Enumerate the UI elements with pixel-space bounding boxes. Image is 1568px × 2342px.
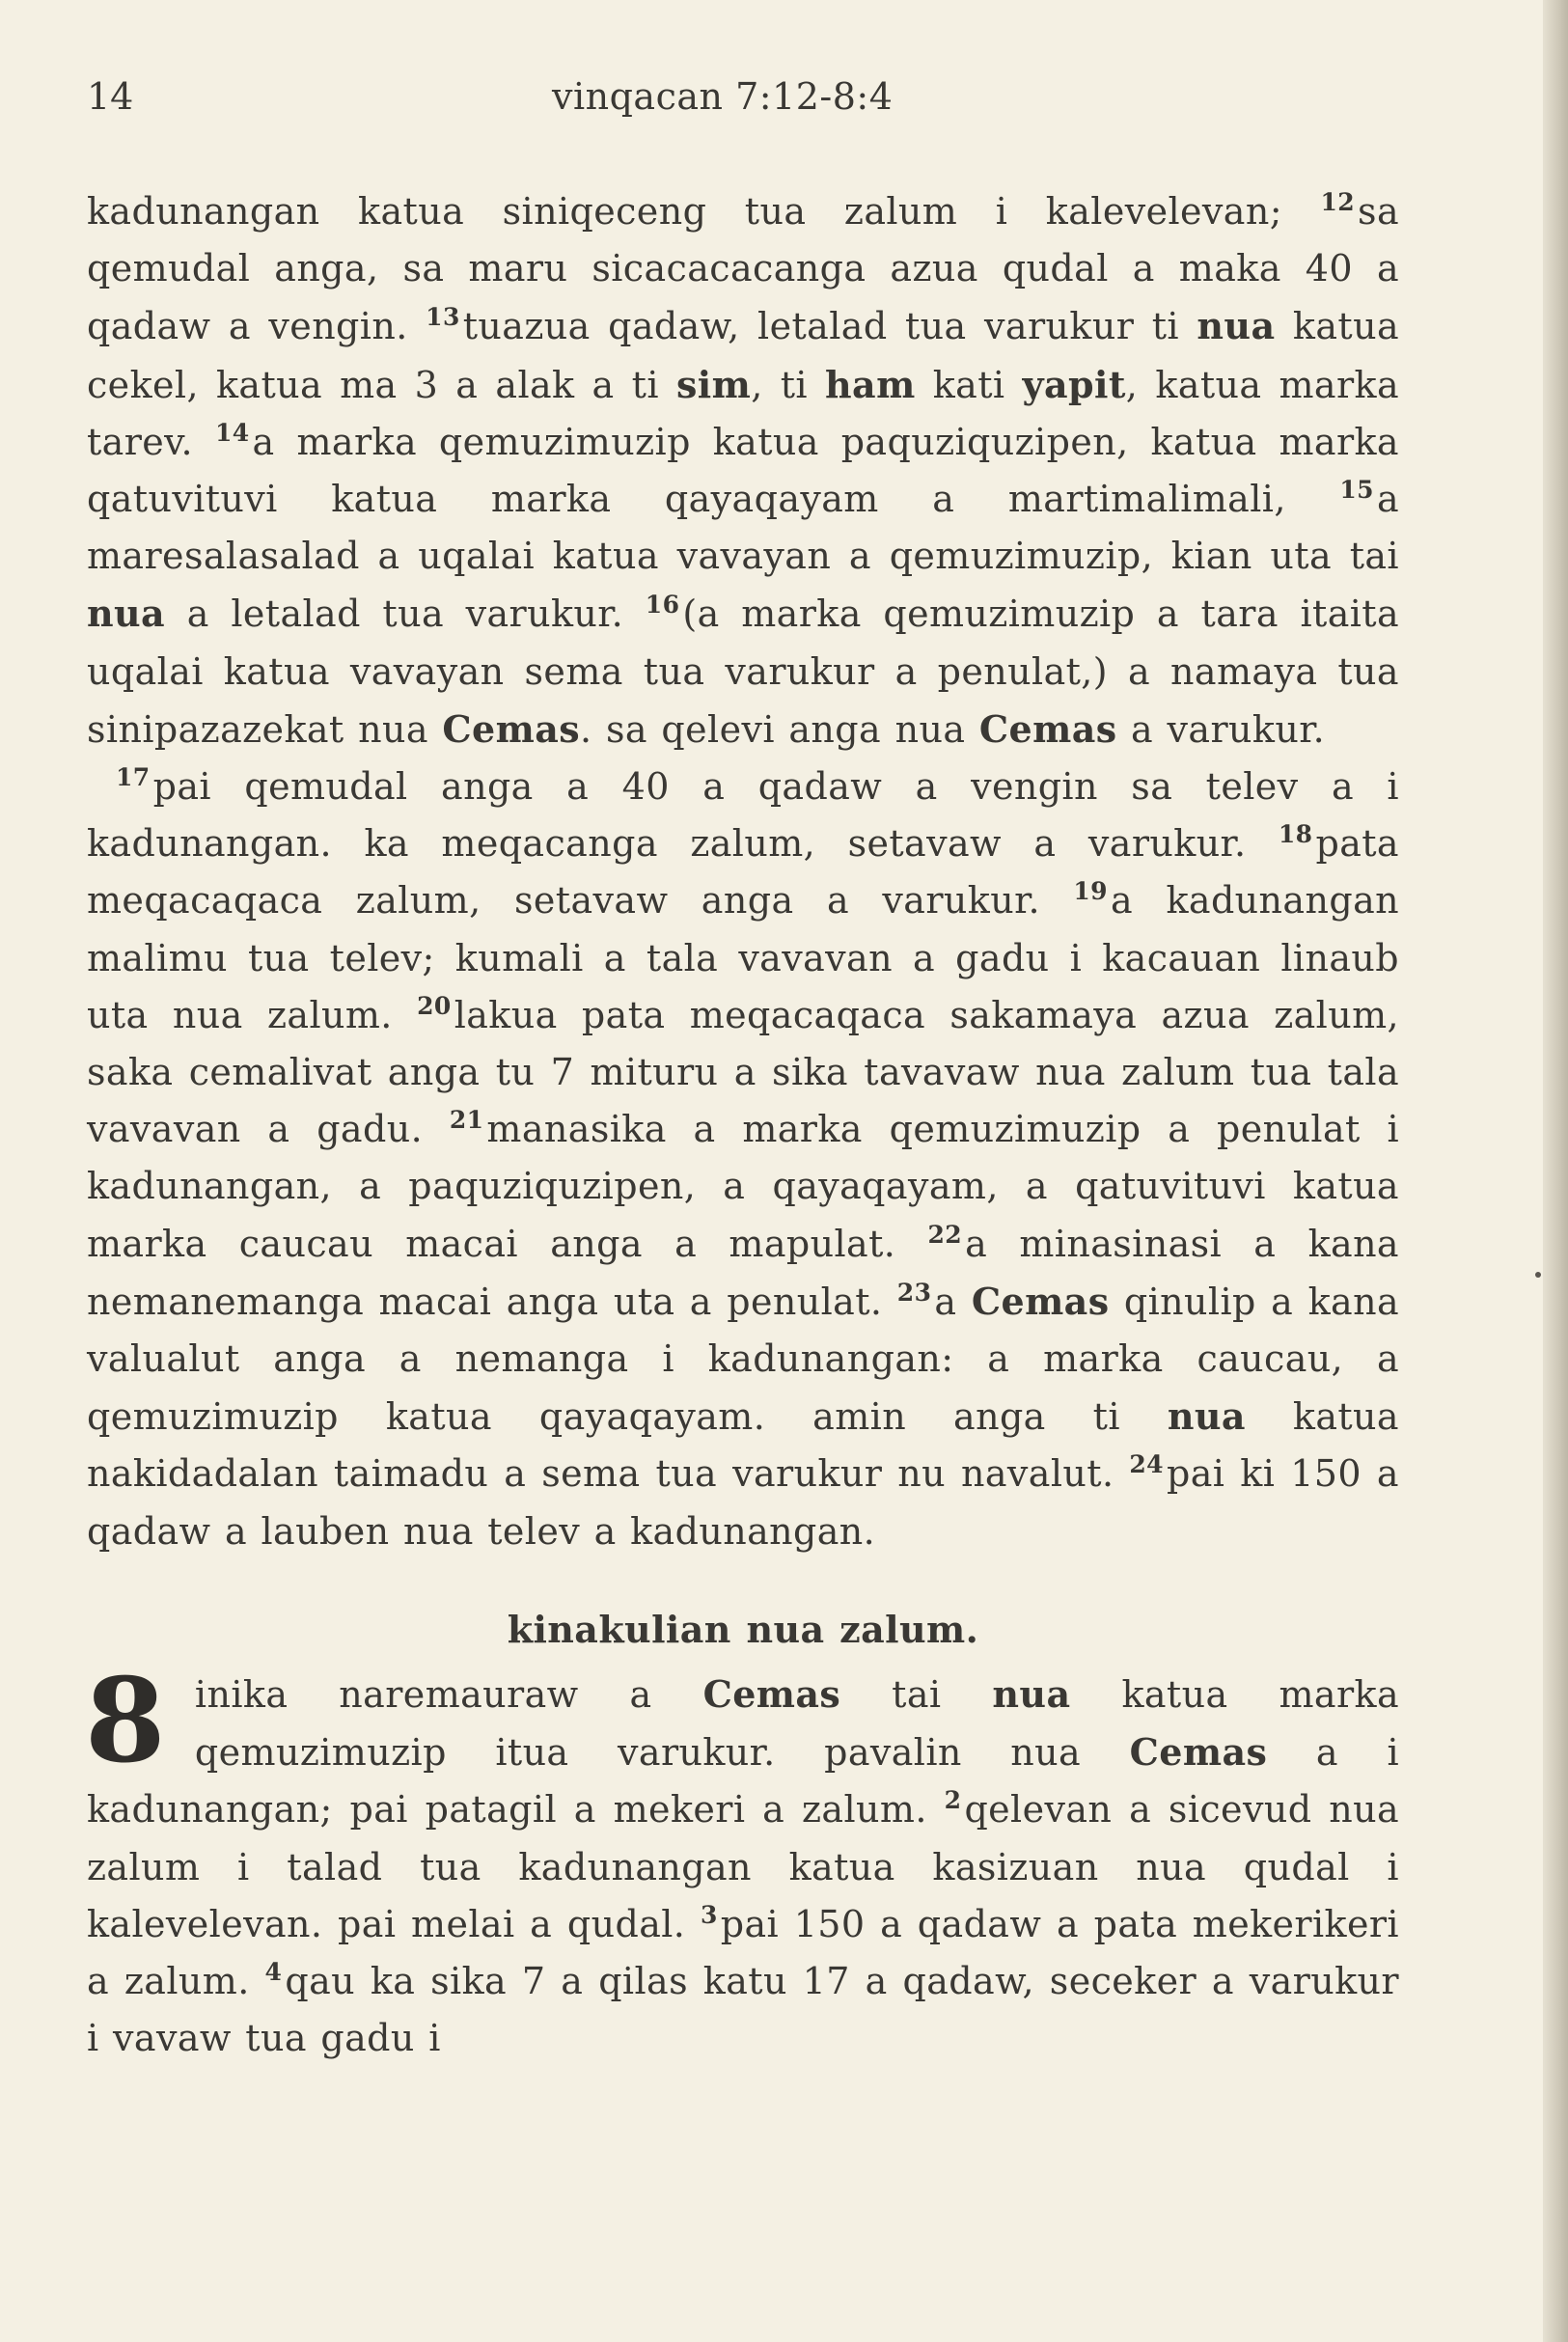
body-text: [87, 183, 1399, 2068]
verse-number: 19: [1073, 877, 1108, 906]
verse-number: 14: [214, 418, 250, 447]
bold-term: Cemas: [1129, 1730, 1268, 1775]
bold-term: sim: [675, 362, 752, 406]
verse-number: 13: [426, 303, 460, 332]
paragraph-chapter-8: 8 inika naremauraw a Cemas tai nua katua marka qemuzimuzip itua varukur. pavalin nua Cemas a i kadunangan; pai patagil a mekeri a zalum. $^2$qelevan a sicevud nua zalum i talad tua kadunangan katua kasizuan nua qudal i kalevelevan. pai melai a qudal. $^3$pai 150 a qadaw a pata mekerikeri a zalum. $^4$qau ka sika 7 a qilas katu 17 a qadaw, seceker a varukur i vavaw tua gadu i: [85, 1653, 1400, 2060]
paragraph-verses-7-17-24: $^{17}$pai qemudal anga a 40 a qadaw a vengin sa telev a i kadunangan. ka meqacanga zalum, setavaw a varukur. $^{18}$pata meqacaqaca zalum, setavaw anga a varukur. $^{19}$a kadunangan malimu tua telev; kumali a tala vavavan a gadu i kacauan linaub uta nua zalum. $^{20}$lakua pata meqacaqaca sakamaya azua zalum, saka cemalivat anga tu 7 mituru a sika tavavaw nua zalum tua tala vavavan a gadu. $^{21}$manasika a marka qemuzimuzip a penulat i kadunangan, a paquziquzipen, a qayaqayam, a qatuvituvi katua marka caucau macai anga a mapulat. $^{22}$a minasinasi a kana nemanemanga macai anga uta a penulat. $^{23}$a Cemas qinulip a kana valualut anga a nemanga i kadunangan: a marka caucau, a qemuzimuzip katua qayaqayam. amin anga ti nua katua nakidadalan taimadu a sema tua varukur nu navalut. $^{24}$pai ki 150 a qadaw a lauben nua telev a kadunangan.: [87, 763, 1400, 1553]
bold-term: Cemas: [702, 1672, 841, 1717]
chapter-number: 8: [85, 1653, 166, 1790]
page-header: [87, 68, 1418, 125]
dust-speck: [1535, 1272, 1541, 1278]
verse-number: 16: [645, 591, 680, 620]
verse-number: 23: [896, 1278, 932, 1307]
bold-term: ham: [825, 362, 916, 406]
verse-number: 3: [700, 1900, 718, 1929]
bold-term: Cemas: [978, 706, 1117, 751]
bold-term: nua: [1167, 1394, 1246, 1439]
verse-number: 18: [1278, 820, 1313, 849]
bold-term: Cemas: [971, 1279, 1110, 1323]
bold-term: yapit: [1022, 362, 1126, 406]
paragraph-verses-7-12-16: kadunangan katua siniqeceng tua zalum i kalevelevan; $^{12}$sa qemudal anga, sa maru sicacacacanga azua qudal a maka 40 a qadaw a vengin. $^{13}$tuazua qadaw, letalad tua varukur ti nua katua cekel, katua ma 3 a alak a ti sim, ti ham kati yapit, katua marka tarev. $^{14}$a marka qemuzimuzip katua paquziquzipen, katua marka qatuvituvi katua marka qayaqayam a martimalimali, $^{15}$a maresalasalad a uqalai katua vavayan a qemuzimuzip, kian uta tai nua a letalad tua varukur. $^{16}$(a marka qemuzimuzip a tara itaita uqalai katua vavayan sema tua varukur a penulat,) a namaya tua sinipazazekat nua Cemas. sa qelevi anga nua Cemas a varukur.: [87, 188, 1400, 751]
bold-term: Cemas: [442, 706, 581, 751]
running-head: vinqacan 7:12-8:4: [552, 75, 894, 118]
verse-number: 15: [1339, 476, 1374, 505]
verse-number: 2: [944, 1786, 962, 1815]
verse-number: 17: [116, 763, 151, 792]
verse-number: 12: [1320, 188, 1356, 216]
verse-number: 24: [1129, 1450, 1164, 1479]
page-edge-shadow: [1543, 0, 1568, 2342]
verse-number: 21: [449, 1106, 484, 1135]
bold-term: nua: [87, 592, 166, 636]
page-number: 14: [87, 75, 134, 118]
verse-number: 4: [264, 1958, 283, 1987]
bold-term: nua: [1197, 304, 1276, 348]
verse-number: 20: [417, 991, 452, 1020]
section-heading: kinakulian nua zalum.: [507, 1607, 979, 1651]
verse-number: 22: [927, 1220, 963, 1249]
bold-term: nua: [992, 1672, 1071, 1717]
